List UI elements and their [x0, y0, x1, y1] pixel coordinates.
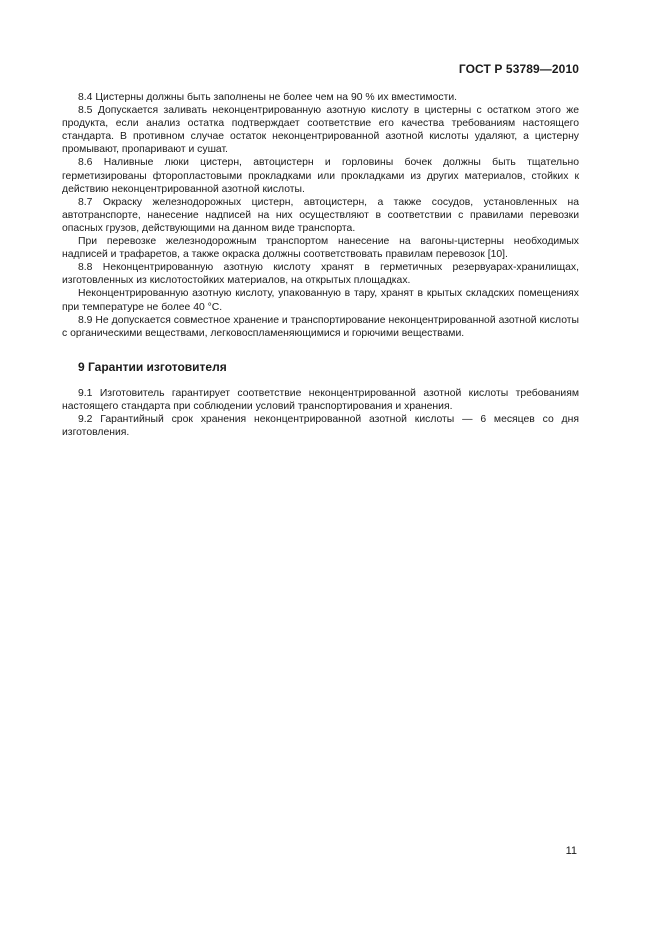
paragraph-8-6: 8.6 Наливные люки цистерн, автоцистерн и горловины бочек должны быть тщательно герметизированы фторопластовыми прокладками или прокладками из других материалов, стойких к действию неконцентрированной азотной кислоты.	[62, 157, 579, 195]
paragraph-8-5: 8.5 Допускается заливать неконцентрированную азотную кислоту в цистерны с остатком этого же продукта, если анализ остатка подтверждает соответствие его качества требованиям настоящего стандарта. В противном случае остаток неконцентрированной азотной кислоты удаляют, а цистерну промывают, пропаривают и сушат.	[62, 105, 579, 156]
section-9-title: 9 Гарантии изготовителя	[78, 359, 227, 374]
paragraph-8-8: 8.8 Неконцентрированную азотную кислоту хранят в герметичных резервуарах-хранилищах, изготовленных из кислотостойких материалов, на открытых площадках.	[62, 262, 579, 287]
page-body	[62, 91, 579, 439]
paragraph-8-4: 8.4 Цистерны должны быть заполнены не более чем на 90 % их вместимости.	[78, 92, 458, 103]
paragraph-9-2: 9.2 Гарантийный срок хранения неконцентрированной азотной кислоты — 6 месяцев со дня изготовления.	[62, 414, 579, 439]
document-header: ГОСТ Р 53789—2010	[458, 62, 579, 76]
paragraph-8-7-rail: При перевозке железнодорожным транспортом нанесение на вагоны-цистерны необходимых надписей и трафаретов, а также окраска должны соответствовать правилам перевозок [10].	[62, 236, 579, 261]
paragraph-8-7: 8.7 Окраску железнодорожных цистерн, автоцистерн, а также сосудов, установленных на автотранспорте, нанесение надписей на них осуществляют в соответствии с правилами перевозки опасных грузов, действующими на данном виде транспорта.	[62, 196, 579, 234]
paragraph-8-9: 8.9 Не допускается совместное хранение и транспортирование неконцентрированной азотной кислоты с органическими веществами, легковоспламеняющимися и горючими веществами.	[62, 314, 579, 339]
page-number: 11	[565, 845, 577, 857]
paragraph-8-8-packaged: Неконцентрированную азотную кислоту, упакованную в тару, хранят в крытых складских помещениях при температуре не более 40 °С.	[62, 288, 579, 313]
paragraph-9-1: 9.1 Изготовитель гарантирует соответствие неконцентрированной азотной кислоты требованиям настоящего стандарта при соблюдении условий транспортирования и хранения.	[62, 387, 579, 412]
